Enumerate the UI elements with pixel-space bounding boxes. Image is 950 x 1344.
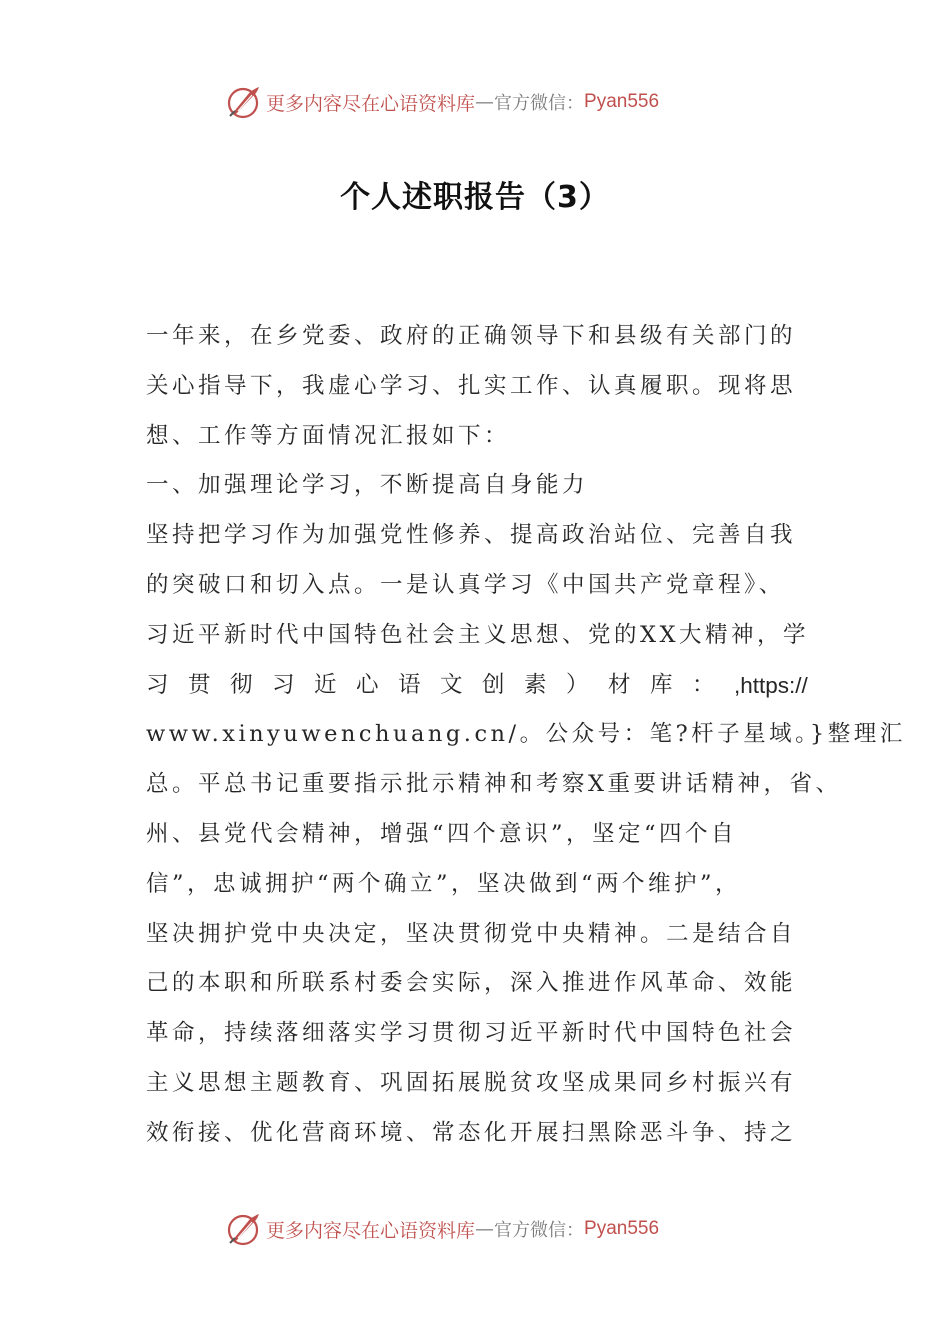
justified-char: 习: [272, 671, 295, 698]
body-line: 一年来，在乡党委、政府的正确领导下和县级有关部门的: [146, 323, 797, 349]
quill-logo-icon: [226, 1211, 262, 1247]
footer-watermark: [226, 1209, 746, 1249]
justified-char: ,https://: [734, 672, 808, 698]
header-dash: —: [475, 91, 495, 113]
justified-char: 彻: [230, 671, 253, 698]
body-line: 州、县党代会精神，增强“四个意识”，坚定“四个自: [146, 820, 738, 847]
justified-char: ：: [692, 671, 715, 698]
quill-logo-icon: [226, 84, 262, 120]
justified-char: 材: [608, 671, 631, 698]
body-line: 习近平新时代中国特色社会主义思想、党的XX大精神，学: [146, 621, 810, 648]
body-line: 己的本职和所联系村委会实际，深入推进作风革命、效能: [146, 970, 797, 997]
body-line: 想、工作等方面情况汇报如下：: [146, 422, 511, 449]
body-line: 总。平总书记重要指示批示精神和考察X重要讲话精神，省、: [146, 771, 842, 798]
justified-char: 库: [650, 671, 673, 698]
body-line: www.xinyuwenchuang.cn/。公众号：笔?杆子星域。}整理汇: [146, 721, 906, 748]
justified-char: ）: [566, 671, 589, 698]
body-line: 的突破口和切入点。一是认真学习《中国共产党章程》、: [146, 571, 785, 598]
footer-slogan: 更多内容尽在心语资料库: [266, 1219, 476, 1242]
section-heading: 一、加强理论学习，不断提高自身能力: [146, 472, 589, 499]
header-wechat-label: 官方微信：: [494, 93, 585, 114]
justified-char: 心: [356, 671, 379, 698]
body-line: 坚决拥护党中央决定，坚决贯彻党中央精神。二是结合自: [146, 920, 797, 947]
header-slogan: 更多内容尽在心语资料库: [266, 92, 476, 115]
footer-dash: —: [475, 1218, 495, 1240]
body-line: 关心指导下，我虚心学习、扎实工作、认真履职。现将思: [146, 372, 797, 399]
body-line: 信”，忠诚拥护“两个确立”，坚决做到“两个维护”，: [146, 870, 742, 897]
body-line: 效衔接、优化营商环境、常态化开展扫黑除恶斗争、持之: [146, 1119, 797, 1146]
header-wechat-id: Pyan556: [584, 91, 660, 112]
justified-char: 习: [146, 671, 169, 698]
justified-char: 文: [440, 671, 463, 698]
body-line-justified: [146, 661, 808, 711]
justified-char: 素: [524, 671, 547, 698]
body-line: 主义思想主题教育、巩固拓展脱贫攻坚成果同乡村振兴有: [146, 1069, 797, 1096]
body-line: 革命，持续落细落实学习贯彻习近平新时代中国特色社会: [146, 1020, 797, 1047]
document-title: 个人述职报告（3）: [340, 180, 610, 215]
document-body: [146, 312, 906, 1159]
justified-char: 近: [314, 671, 337, 698]
justified-char: 贯: [188, 671, 211, 698]
body-line: 坚持把学习作为加强党性修养、提高政治站位、完善自我: [146, 522, 797, 549]
footer-wechat-label: 官方微信：: [494, 1220, 585, 1241]
header-watermark: [226, 82, 746, 122]
footer-wechat-id: Pyan556: [584, 1218, 660, 1239]
justified-char: 语: [398, 671, 421, 698]
justified-char: 创: [482, 671, 505, 698]
